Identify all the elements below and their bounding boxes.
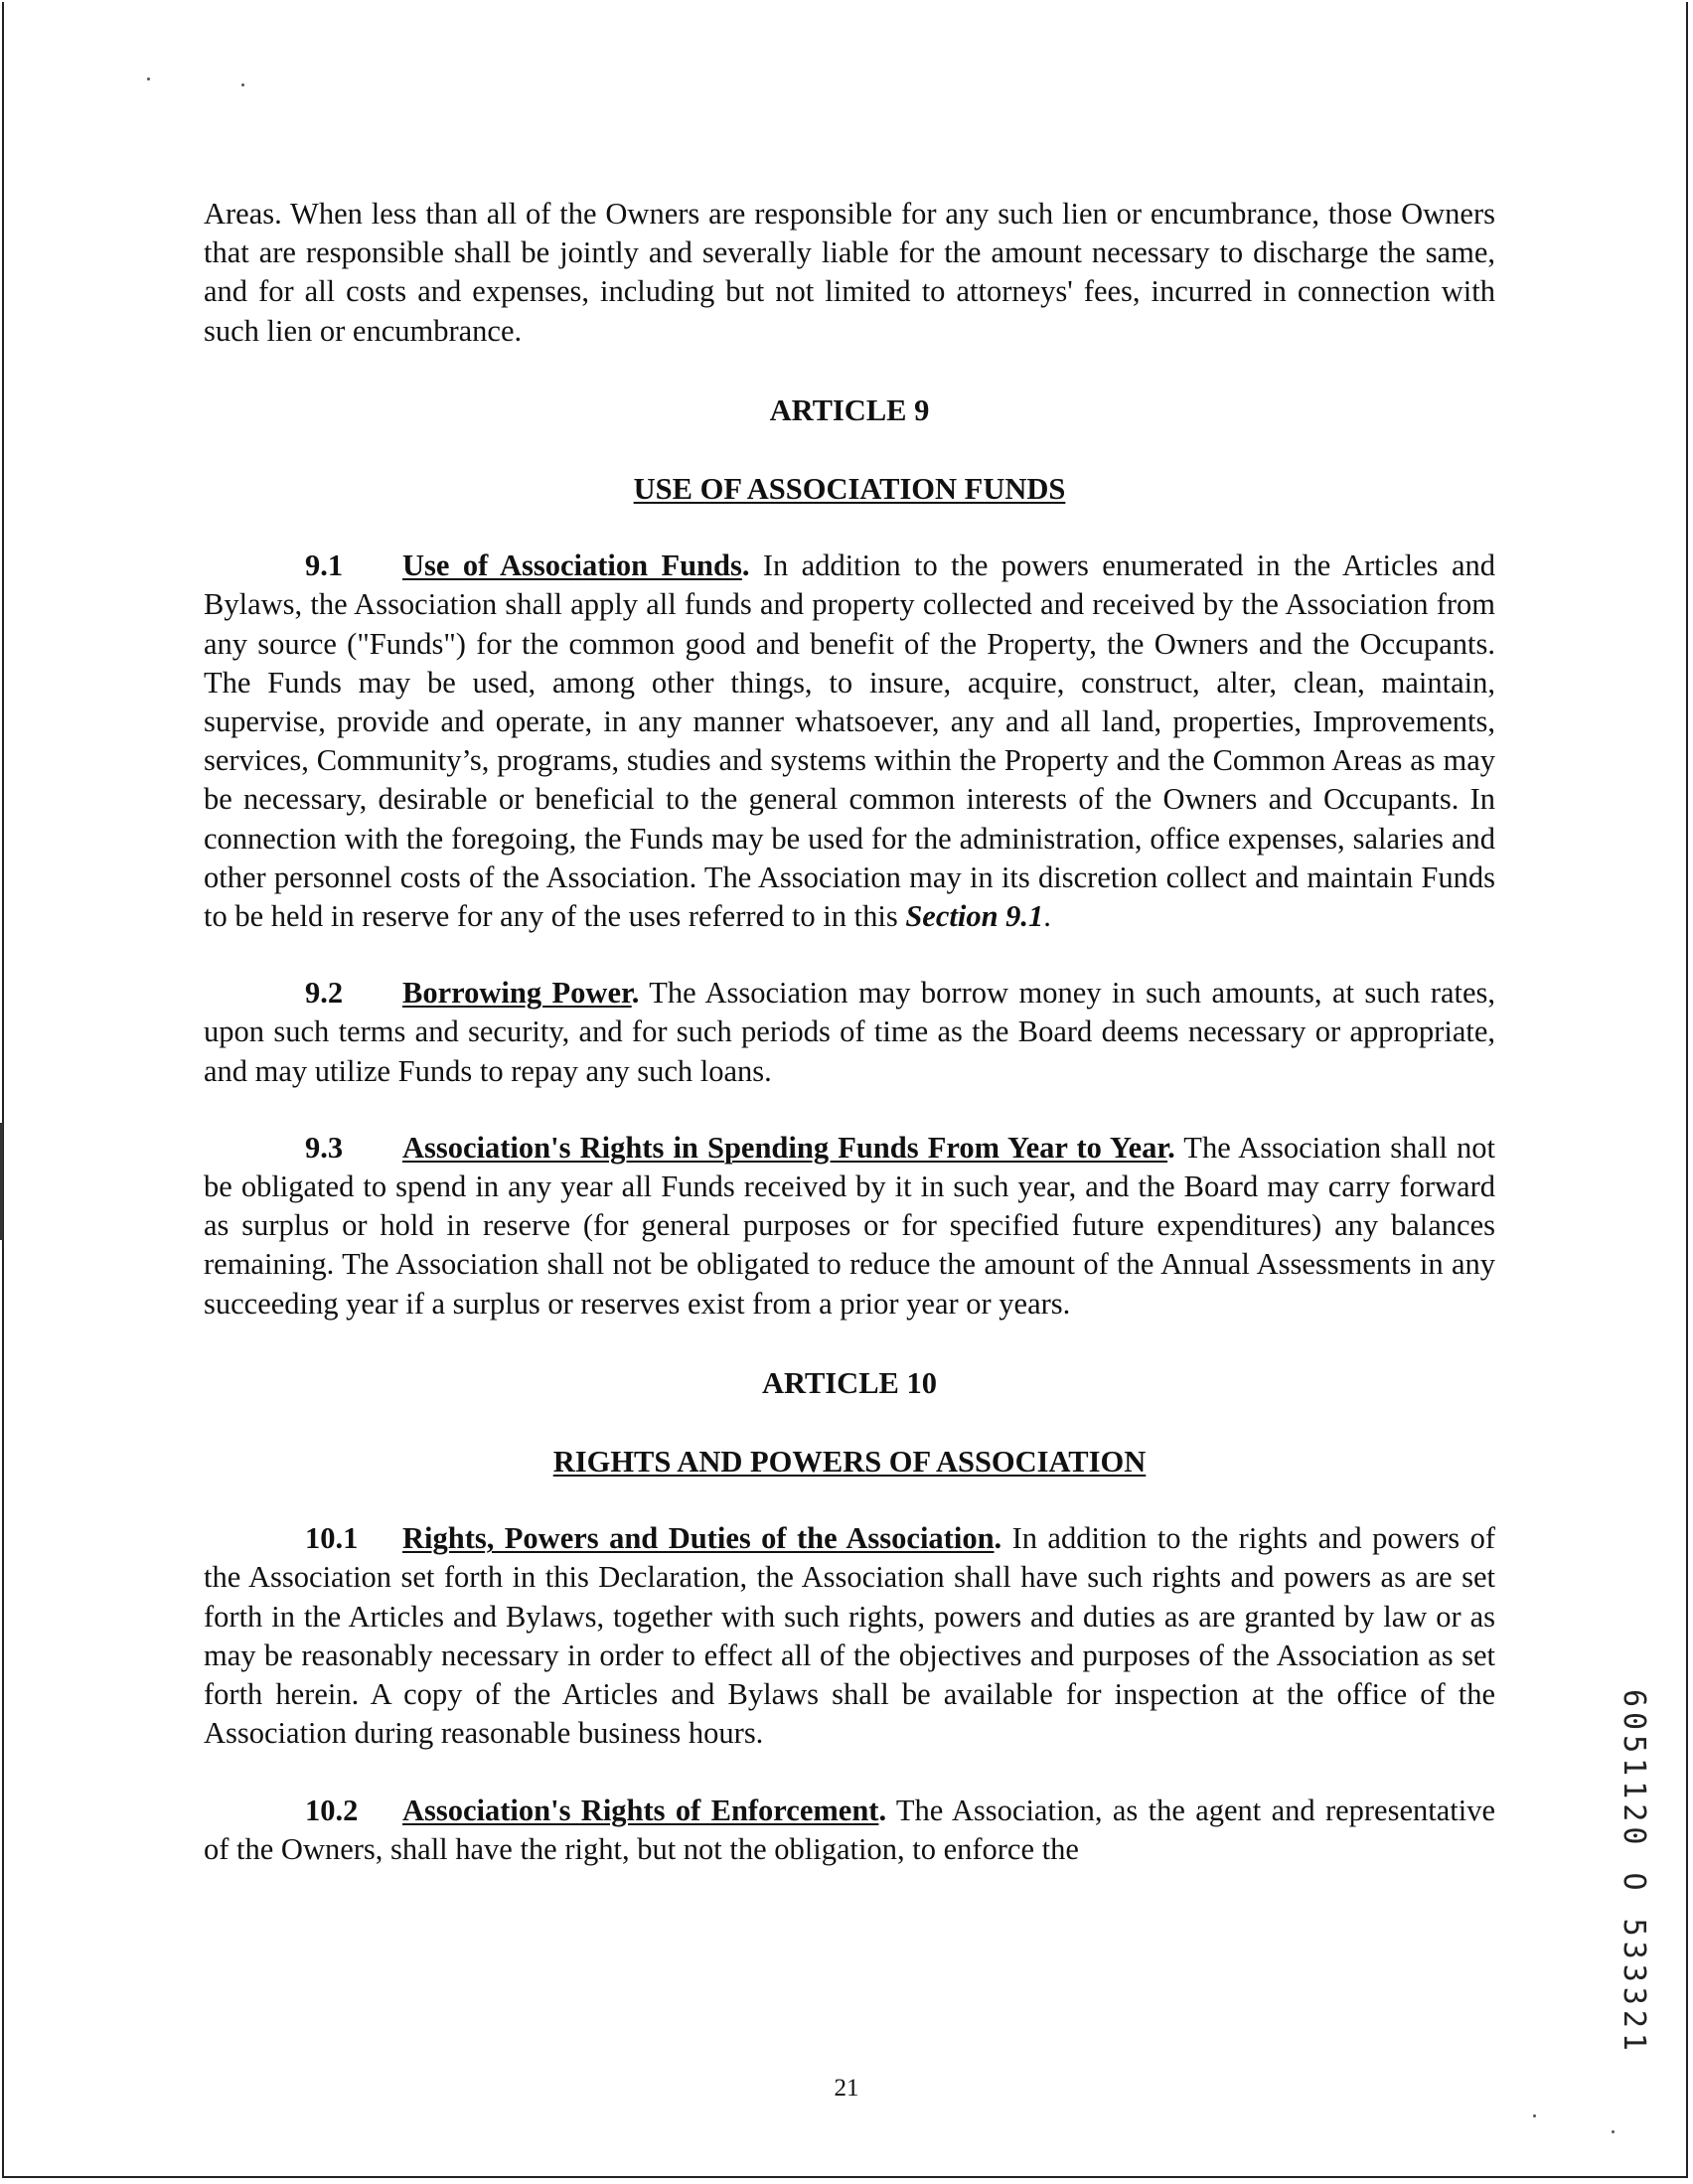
section-9-3: 9.3 Association's Rights in Spending Funds From Year to Year. The Association shall not be obligated to spend in any year all Funds received by it in such year, and the Board may carry forward as surplus or hold in reserve (for general purposes or for specified future expenditures) any balances remaining. The Association shall not be obligated to reduce the amount of the Annual Assessments in any succeeding year if a surplus or reserves exist from a prior year or years. [204,1130,1496,1321]
section-title: Rights, Powers and Duties of the Association [402,1521,995,1556]
section-title: Association's Rights of Enforcement [402,1793,879,1827]
document-body [204,195,1495,1869]
article-10-label: ARTICLE 10 [761,1365,938,1400]
intro-paragraph: Areas. When less than all of the Owners are responsible for any such lien or encumbrance, those Owners that are responsible shall be jointly and severally liable for the amount necessary to discharge the same, and for all costs and expenses, including but not limited to attorneys' fees, incurred in connection with such lien or encumbrance. [204,197,1495,348]
section-10-2: 10.2 Association's Rights of Enforcement. The Association, as the agent and representative of the Owners, shall have the right, but not the obligation, to enforce the [204,1793,1495,1866]
scan-speck [1533,2114,1536,2117]
section-number: 9.1 [305,548,344,583]
section-title: Use of Association Funds [402,548,742,583]
section-text: In addition to the rights and powers of the Association set forth in this Declaration, the Association shall have such rights and powers as are set forth in the Articles and Bylaws, together with such rights, powers and duties as are granted by law or as may be reasonably necessary in order to effect all of the objectives and purposes of the Association as set forth herein. A copy of the Articles and Bylaws shall be available for inspection at the office of the Association during reasonable business hours. [204,1521,1495,1751]
section-9-2: 9.2 Borrowing Power. The Association may borrow money in such amounts, at such rates, upon such terms and security, and for such periods of time as the Board deems necessary or appropriate, and may utilize Funds to repay any such loans. [204,976,1495,1088]
section-9-1: 9.1 Use of Association Funds. In addition to the powers enumerated in the Articles and Bylaws, the Association shall apply all funds and property collected and received by the Association from any source ("Funds") for the common good and benefit of the Property, the Owners and the Occupants. The Funds may be used, among other things, to insure, acquire, construct, alter, clean, maintain, supervise, provide and operate, in any manner whatsoever, any and all land, properties, Improvements, services, Community’s, programs, studies and systems within the Property and the Common Areas as may be necessary, desirable or beneficial to the general common interests of the Owners and Occupants. In connection with the foregoing, the Funds may be used for the administration, office expenses, salaries and other personnel costs of the Association. The Association may in its discretion collect and maintain Funds to be held in reserve for any of the uses referred to in this Section 9.1. [204,548,1495,934]
article-9-title: USE OF ASSOCIATION FUNDS [633,472,1066,507]
section-title: Borrowing Power [402,976,632,1011]
section-end: . [1043,899,1051,934]
section-number: 10.1 [305,1521,359,1556]
section-10-1: 10.1 Rights, Powers and Duties of the Association. In addition to the rights and powers of the Association set forth in this Declaration, the Association shall have such rights and powers as are set forth in the Articles and Bylaws, together with such rights, powers and duties as are granted by law or as may be reasonably necessary in order to effect all of the objectives and purposes of the Association as set forth herein. A copy of the Articles and Bylaws shall be available for inspection at the office of the Association during reasonable business hours. [204,1521,1495,1751]
scan-artifact [0,1123,3,1240]
section-number: 9.3 [305,1130,344,1165]
article-10-title: RIGHTS AND POWERS OF ASSOCIATION [552,1445,1147,1480]
section-text: The Association may borrow money in such amounts, at such rates, upon such terms and security, and for such periods of time as the Board deems necessary or appropriate, and may utilize Funds to repay any such loans. [204,976,1495,1088]
scan-speck [241,83,244,86]
margin-stamp: 6051120 O 533321 [1616,1689,1651,2056]
section-title: Association's Rights in Spending Funds From Year to Year [402,1130,1168,1165]
article-9-label: ARTICLE 9 [769,392,930,427]
section-text: The Association, as the agent and representative of the Owners, shall have the right, but not the obligation, to enforce the [204,1793,1495,1866]
section-number: 10.2 [305,1793,359,1827]
scan-speck [1612,2130,1615,2133]
section-number: 9.2 [305,976,344,1011]
scan-speck [147,78,150,80]
section-text: The Association shall not be obligated to spend in any year all Funds received by it in such year, and the Board may carry forward as surplus or hold in reserve (for general purposes or for specified future expenditures) any balances remaining. The Association shall not be obligated to reduce the amount of the Annual Assessments in any succeeding year if a surplus or reserves exist from a prior year or years. [204,1130,1496,1321]
section-text: In addition to the powers enumerated in the Articles and Bylaws, the Association shall apply all funds and property collected and received by the Association from any source ("Funds") for the common good and benefit of the Property, the Owners and the Occupants. The Funds may be used, among other things, to insure, acquire, construct, alter, clean, maintain, supervise, provide and operate, in any manner whatsoever, any and all land, properties, Improvements, services, Community’s, programs, studies and systems within the Property and the Common Areas as may be necessary, desirable or beneficial to the general common interests of the Owners and Occupants. In connection with the foregoing, the Funds may be used for the administration, office expenses, salaries and other personnel costs of the Association. The Association may in its discretion collect and maintain Funds to be held in reserve for any of the uses referred to in this [204,548,1495,934]
page-number: 21 [834,2075,859,2102]
section-reference: Section 9.1 [905,899,1044,934]
